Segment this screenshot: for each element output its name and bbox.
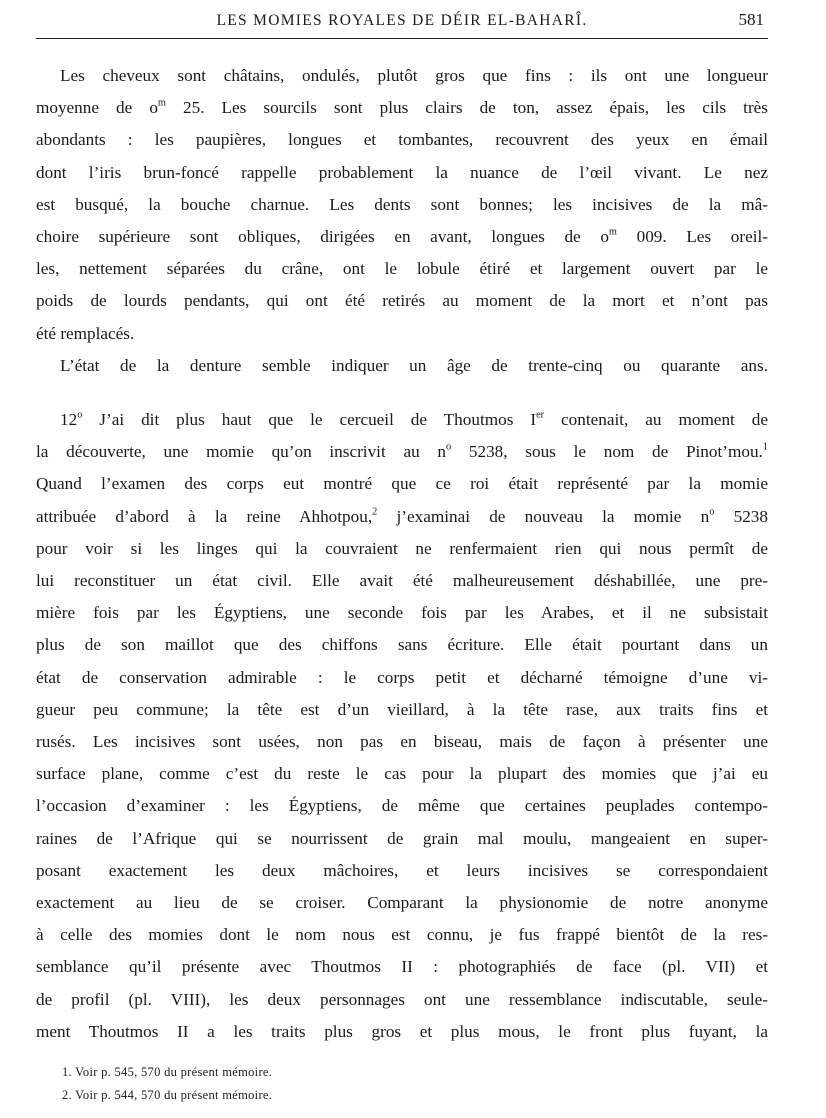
header-rule: [36, 38, 768, 39]
text-line: à celle des momies dont le nom nous est connu, je fus frappé bientôt de la res-: [36, 925, 768, 945]
footnote-ref-2: 2: [372, 505, 378, 517]
paragraph-age-estimate: L’état de la denture semble indiquer un âge de trente-cinq ou quarante ans.: [60, 355, 768, 375]
text-line: choire supérieure sont obliques, dirigées en avant, longues de $o^m$ 009. Les oreil-: [36, 226, 768, 247]
text-line: est busqué, la bouche charnue. Les dents sont bonnes; les incisives de la mâ-: [36, 194, 768, 214]
page-header: [36, 8, 768, 38]
text-line: exactement au lieu de se croiser. Comparant la physionomie de notre anonyme: [36, 893, 768, 913]
text-line: Les cheveux sont châtains, ondulés, plutôt gros que fins : ils ont une longueur: [60, 66, 768, 85]
text-line: posant exactement les deux mâchoires, et leurs incisives se correspondaient: [36, 860, 768, 880]
text-line: pour voir si les linges qui la couvraient ne renfermaient rien qui nous permît de: [36, 538, 768, 558]
paragraph-hair-description: [36, 60, 768, 350]
text-line: surface plane, comme c’est du reste le cas pour la plupart des momies que j’ai eu: [36, 764, 768, 784]
text-line: l’occasion d’examiner : les Égyptiens, de même que certaines peuplades contempo-: [36, 796, 768, 816]
footnote-ref-1: 1: [762, 441, 769, 453]
text-line: 12$^o$ J’ai dit plus haut que le cercueil de Thoutmos Ier contenait, au moment de: [60, 409, 768, 430]
text-line: poids de lourds pendants, qui ont été retirés au moment de la mort et n’ont pas: [36, 291, 768, 311]
text-line: de profil (pl. VIII), les deux personnages ont une ressemblance indiscutable, seule-: [36, 989, 768, 1009]
footnote-2: 2. Voir p. 544, 570 du présent mémoire.: [62, 1088, 273, 1102]
text-line: moyenne de $o^m$ 25. Les sourcils sont plus clairs de ton, assez épais, les cils très: [36, 97, 768, 118]
paragraph-gap: [36, 382, 768, 404]
text-line: état de conservation admirable : le corps petit et décharné témoigne d’une vi-: [36, 667, 768, 687]
footnotes: [36, 1061, 768, 1107]
text-line: dont l’iris brun-foncé rappelle probablement la nuance de l’œil vivant. Le nez: [36, 162, 768, 182]
text-line: raines de l’Afrique qui se nourrissent de grain mal moulu, mangeaient en super-: [36, 828, 768, 848]
text-line: gueur peu commune; la tête est d’un vieillard, à la tête rase, aux traits fins et: [36, 699, 768, 719]
text-line: Quand l’examen des corps eut montré que ce roi était représenté par la momie: [36, 474, 768, 494]
text-line: ment Thoutmos II a les traits plus gros et plus mous, le front plus fuyant, la: [36, 1021, 768, 1041]
paragraph-mummy-5238: [36, 404, 768, 1048]
footnote-1: 1. Voir p. 545, 570 du présent mémoire.: [62, 1065, 273, 1079]
text-line: été remplacés.: [36, 323, 135, 343]
text-line: mière fois par les Égyptiens, une seconde fois par les Arabes, et il ne subsistait: [36, 603, 768, 623]
page-number: 581: [738, 10, 764, 29]
body-text: [36, 60, 768, 1048]
text-line: lui reconstituer un état civil. Elle avait été malheureusement déshabillée, une pre-: [36, 571, 768, 591]
text-line: rusés. Les incisives sont usées, non pas en biseau, mais de façon à présenter une: [36, 732, 768, 752]
text-line: abondants : les paupières, longues et tombantes, recouvrent des yeux en émail: [36, 130, 768, 150]
text-line: semblance qu’il présente avec Thoutmos II : photographiés de face (pl. VII) et: [36, 957, 768, 977]
text-line: plus de son maillot que des chiffons sans écriture. Elle était pourtant dans un: [36, 635, 768, 655]
text-line: attribuée d’abord à la reine Ahhotpou,$^2$ j’examinai de nouveau la momie $n^o$ 5238: [36, 505, 768, 526]
text-line: les, nettement séparées du crâne, ont le lobule étiré et largement ouvert par le: [36, 259, 768, 279]
text-line: la découverte, une momie qu’on inscrivit au $n^o$ 5238, sous le nom de Pinot’mou.$^1$: [36, 441, 769, 462]
running-title: LES MOMIES ROYALES DE DÉIR EL-BAHARÎ.: [216, 12, 588, 29]
